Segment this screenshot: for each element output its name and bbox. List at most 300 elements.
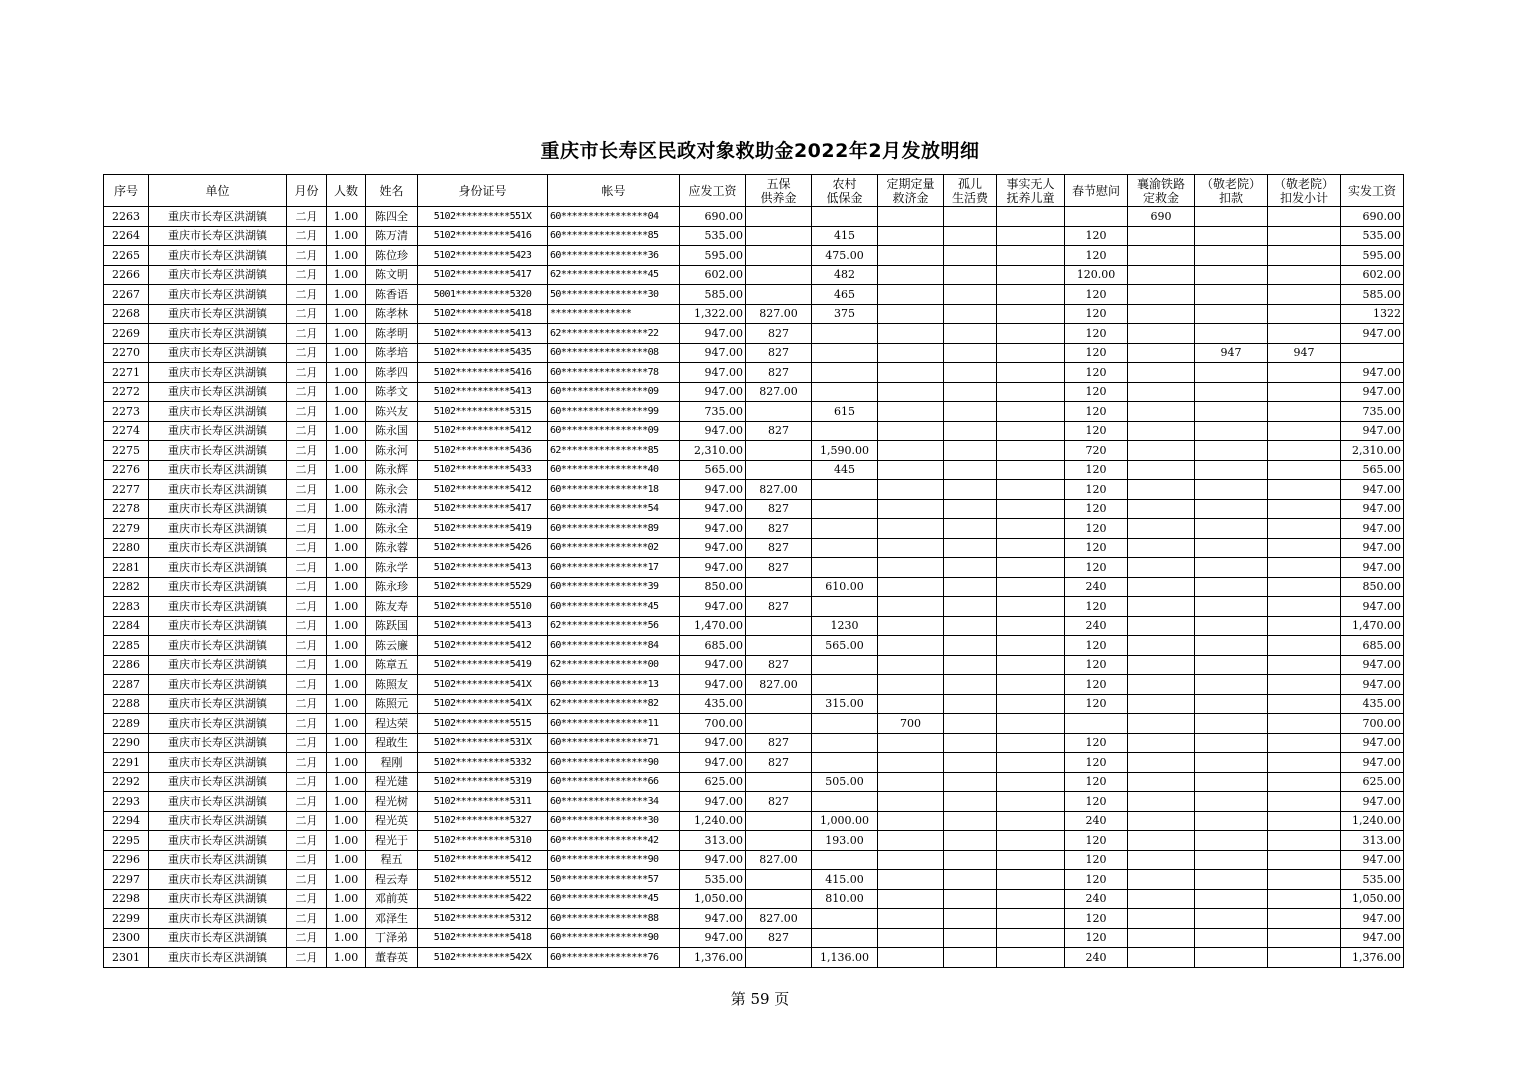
cell-five-guarantee: 827 [746,753,812,773]
cell-spring-festival: 120 [1065,538,1128,558]
cell-nursing-subtotal [1268,538,1341,558]
table-row [104,636,1404,656]
table-row [104,928,1404,948]
cell-unattended-child [997,850,1065,870]
cell-seq: 2297 [104,870,149,890]
cell-net-pay: 947.00 [1341,480,1404,500]
cell-regular-relief [878,753,944,773]
cell-rural-dibao [812,675,878,695]
cell-month: 二月 [287,870,327,890]
cell-nursing-subtotal: 947 [1268,343,1341,363]
cell-id-number: 5102**********5529 [418,577,548,597]
cell-xiangyu-railway [1128,948,1195,968]
cell-unattended-child [997,382,1065,402]
cell-net-pay: 585.00 [1341,285,1404,305]
cell-payable: 685.00 [680,636,746,656]
cell-unattended-child [997,558,1065,578]
cell-orphan-allowance [944,733,997,753]
cell-orphan-allowance [944,265,997,285]
cell-net-pay: 690.00 [1341,207,1404,227]
cell-regular-relief [878,850,944,870]
cell-five-guarantee [746,636,812,656]
cell-rural-dibao: 1,590.00 [812,441,878,461]
cell-count: 1.00 [327,675,366,695]
cell-month: 二月 [287,733,327,753]
cell-id-number: 5102**********5315 [418,402,548,422]
cell-rural-dibao: 482 [812,265,878,285]
cell-account: 62****************56 [548,616,680,636]
cell-unit: 重庆市长寿区洪湖镇 [149,519,287,539]
cell-spring-festival: 720 [1065,441,1128,461]
cell-regular-relief: 700 [878,714,944,734]
cell-payable: 435.00 [680,694,746,714]
cell-payable: 625.00 [680,772,746,792]
cell-unit: 重庆市长寿区洪湖镇 [149,909,287,929]
cell-nursing-deduction [1195,714,1268,734]
table-row [104,324,1404,344]
cell-rural-dibao: 475.00 [812,246,878,266]
cell-net-pay: 1,240.00 [1341,811,1404,831]
cell-nursing-deduction [1195,792,1268,812]
cell-month: 二月 [287,694,327,714]
cell-spring-festival: 240 [1065,577,1128,597]
cell-xiangyu-railway [1128,694,1195,714]
cell-five-guarantee: 827 [746,519,812,539]
cell-nursing-subtotal [1268,655,1341,675]
cell-nursing-deduction [1195,811,1268,831]
cell-name: 陈孝林 [366,304,418,324]
cell-id-number: 5102**********531X [418,733,548,753]
cell-seq: 2285 [104,636,149,656]
cell-orphan-allowance [944,441,997,461]
cell-count: 1.00 [327,499,366,519]
cell-id-number: 5102**********5412 [418,636,548,656]
cell-name: 陈兴友 [366,402,418,422]
cell-name: 程五 [366,850,418,870]
cell-orphan-allowance [944,499,997,519]
cell-name: 邓泽生 [366,909,418,929]
cell-payable: 947.00 [680,733,746,753]
cell-spring-festival: 120 [1065,246,1128,266]
table-row [104,714,1404,734]
cell-orphan-allowance [944,597,997,617]
cell-id-number: 5102**********5515 [418,714,548,734]
cell-account: 60****************18 [548,480,680,500]
document-title: 重庆市长寿区民政对象救助金2022年2月发放明细 [540,140,980,162]
header-col-nursing-subtotal: （敬老院） 扣发小计 [1268,175,1341,207]
cell-xiangyu-railway [1128,441,1195,461]
cell-seq: 2296 [104,850,149,870]
cell-unattended-child [997,343,1065,363]
cell-rural-dibao [812,928,878,948]
cell-unattended-child [997,733,1065,753]
cell-rural-dibao [812,363,878,383]
cell-rural-dibao [812,382,878,402]
cell-rural-dibao: 1,136.00 [812,948,878,968]
cell-month: 二月 [287,382,327,402]
cell-nursing-subtotal [1268,675,1341,695]
cell-unattended-child [997,870,1065,890]
cell-account: 60****************90 [548,753,680,773]
cell-net-pay: 947.00 [1341,499,1404,519]
cell-nursing-subtotal [1268,402,1341,422]
cell-five-guarantee [746,207,812,227]
cell-name: 陈照友 [366,675,418,695]
table-row [104,304,1404,324]
cell-nursing-subtotal [1268,382,1341,402]
cell-month: 二月 [287,792,327,812]
cell-xiangyu-railway [1128,753,1195,773]
cell-name: 陈永学 [366,558,418,578]
cell-name: 陈永国 [366,421,418,441]
cell-month: 二月 [287,909,327,929]
cell-xiangyu-railway [1128,772,1195,792]
header-col-id-number: 身份证号 [418,175,548,207]
cell-unit: 重庆市长寿区洪湖镇 [149,597,287,617]
cell-orphan-allowance [944,636,997,656]
cell-nursing-deduction [1195,441,1268,461]
cell-nursing-deduction [1195,948,1268,968]
cell-xiangyu-railway [1128,363,1195,383]
cell-nursing-deduction [1195,285,1268,305]
cell-orphan-allowance [944,948,997,968]
cell-unattended-child [997,480,1065,500]
cell-account: 60****************34 [548,792,680,812]
header-col-five-guarantee: 五保 供养金 [746,175,812,207]
cell-account: 60****************45 [548,597,680,617]
cell-name: 陈文明 [366,265,418,285]
cell-rural-dibao [812,733,878,753]
cell-rural-dibao [812,343,878,363]
cell-net-pay: 700.00 [1341,714,1404,734]
cell-month: 二月 [287,636,327,656]
cell-regular-relief [878,948,944,968]
table-row [104,655,1404,675]
cell-net-pay: 313.00 [1341,831,1404,851]
cell-count: 1.00 [327,246,366,266]
cell-rural-dibao: 193.00 [812,831,878,851]
cell-id-number: 5102**********5417 [418,499,548,519]
cell-id-number: 5102**********541X [418,694,548,714]
cell-name: 程达荣 [366,714,418,734]
table-row [104,577,1404,597]
table-row [104,831,1404,851]
cell-unattended-child [997,441,1065,461]
cell-account: 60****************09 [548,382,680,402]
cell-payable: 947.00 [680,324,746,344]
cell-five-guarantee: 827 [746,538,812,558]
cell-rural-dibao: 810.00 [812,889,878,909]
cell-five-guarantee [746,402,812,422]
cell-month: 二月 [287,948,327,968]
cell-regular-relief [878,363,944,383]
cell-net-pay: 2,310.00 [1341,441,1404,461]
table-row [104,285,1404,305]
cell-spring-festival: 120 [1065,519,1128,539]
cell-name: 陈永会 [366,480,418,500]
cell-rural-dibao: 610.00 [812,577,878,597]
cell-month: 二月 [287,421,327,441]
cell-nursing-subtotal [1268,304,1341,324]
cell-name: 陈香语 [366,285,418,305]
cell-regular-relief [878,499,944,519]
cell-xiangyu-railway [1128,928,1195,948]
cell-payable: 947.00 [680,655,746,675]
cell-month: 二月 [287,324,327,344]
cell-account: 50****************30 [548,285,680,305]
cell-spring-festival: 120 [1065,772,1128,792]
cell-seq: 2281 [104,558,149,578]
cell-name: 陈跃国 [366,616,418,636]
cell-nursing-subtotal [1268,928,1341,948]
table-row [104,694,1404,714]
cell-regular-relief [878,792,944,812]
cell-unattended-child [997,519,1065,539]
cell-month: 二月 [287,265,327,285]
cell-name: 邓前英 [366,889,418,909]
cell-unattended-child [997,655,1065,675]
cell-spring-festival: 120 [1065,558,1128,578]
cell-count: 1.00 [327,597,366,617]
cell-nursing-deduction [1195,480,1268,500]
cell-account: 60****************42 [548,831,680,851]
cell-xiangyu-railway [1128,616,1195,636]
cell-unattended-child [997,246,1065,266]
cell-five-guarantee [746,870,812,890]
table-row [104,753,1404,773]
cell-unit: 重庆市长寿区洪湖镇 [149,246,287,266]
cell-xiangyu-railway [1128,558,1195,578]
cell-month: 二月 [287,850,327,870]
cell-nursing-deduction [1195,675,1268,695]
cell-name: 陈章五 [366,655,418,675]
cell-spring-festival: 120 [1065,324,1128,344]
cell-payable: 1,470.00 [680,616,746,636]
cell-five-guarantee: 827.00 [746,909,812,929]
cell-spring-festival: 120 [1065,753,1128,773]
cell-nursing-subtotal [1268,811,1341,831]
cell-nursing-deduction [1195,636,1268,656]
header-col-account: 帐号 [548,175,680,207]
cell-id-number: 5102**********5419 [418,655,548,675]
cell-payable: 1,322.00 [680,304,746,324]
cell-nursing-deduction [1195,928,1268,948]
cell-rural-dibao: 375 [812,304,878,324]
header-col-spring-festival: 春节慰问 [1065,175,1128,207]
cell-payable: 1,050.00 [680,889,746,909]
cell-seq: 2264 [104,226,149,246]
cell-id-number: 5102**********5413 [418,324,548,344]
cell-regular-relief [878,285,944,305]
cell-account: 60****************76 [548,948,680,968]
table-header-row [104,175,1404,207]
cell-xiangyu-railway [1128,792,1195,812]
cell-five-guarantee [746,616,812,636]
cell-nursing-deduction [1195,226,1268,246]
cell-seq: 2286 [104,655,149,675]
cell-nursing-subtotal [1268,714,1341,734]
cell-nursing-subtotal [1268,597,1341,617]
cell-spring-festival: 240 [1065,889,1128,909]
cell-regular-relief [878,597,944,617]
cell-payable: 595.00 [680,246,746,266]
cell-rural-dibao [812,753,878,773]
cell-nursing-deduction [1195,870,1268,890]
cell-net-pay: 602.00 [1341,265,1404,285]
cell-five-guarantee [746,577,812,597]
cell-nursing-subtotal [1268,441,1341,461]
cell-unit: 重庆市长寿区洪湖镇 [149,343,287,363]
cell-spring-festival: 120 [1065,304,1128,324]
cell-orphan-allowance [944,480,997,500]
cell-nursing-deduction [1195,402,1268,422]
cell-unattended-child [997,499,1065,519]
cell-count: 1.00 [327,714,366,734]
cell-rural-dibao [812,909,878,929]
cell-account: 60****************40 [548,460,680,480]
cell-payable: 947.00 [680,558,746,578]
cell-id-number: 5102**********542X [418,948,548,968]
cell-account: 62****************22 [548,324,680,344]
cell-regular-relief [878,441,944,461]
cell-unattended-child [997,207,1065,227]
cell-orphan-allowance [944,558,997,578]
cell-count: 1.00 [327,460,366,480]
cell-xiangyu-railway [1128,733,1195,753]
cell-id-number: 5102**********5435 [418,343,548,363]
cell-payable: 735.00 [680,402,746,422]
cell-net-pay: 435.00 [1341,694,1404,714]
cell-seq: 2263 [104,207,149,227]
cell-regular-relief [878,265,944,285]
cell-payable: 535.00 [680,870,746,890]
cell-orphan-allowance [944,421,997,441]
cell-xiangyu-railway [1128,480,1195,500]
cell-xiangyu-railway [1128,324,1195,344]
cell-account: 50****************57 [548,870,680,890]
cell-nursing-deduction [1195,382,1268,402]
cell-orphan-allowance [944,304,997,324]
cell-xiangyu-railway [1128,870,1195,890]
cell-unattended-child [997,226,1065,246]
cell-nursing-subtotal [1268,850,1341,870]
cell-account: 60****************54 [548,499,680,519]
cell-name: 陈照元 [366,694,418,714]
cell-unit: 重庆市长寿区洪湖镇 [149,792,287,812]
cell-seq: 2291 [104,753,149,773]
cell-unit: 重庆市长寿区洪湖镇 [149,577,287,597]
cell-month: 二月 [287,558,327,578]
cell-payable: 2,310.00 [680,441,746,461]
cell-unit: 重庆市长寿区洪湖镇 [149,811,287,831]
cell-name: 陈孝四 [366,363,418,383]
cell-id-number: 5102**********5319 [418,772,548,792]
cell-orphan-allowance [944,207,997,227]
cell-payable: 947.00 [680,850,746,870]
cell-id-number: 5102**********5423 [418,246,548,266]
cell-id-number: 5102**********5512 [418,870,548,890]
cell-unit: 重庆市长寿区洪湖镇 [149,226,287,246]
cell-payable: 535.00 [680,226,746,246]
cell-five-guarantee: 827 [746,421,812,441]
cell-nursing-deduction [1195,616,1268,636]
cell-spring-festival: 120 [1065,694,1128,714]
header-col-unattended-child: 事实无人 抚养儿童 [997,175,1065,207]
cell-nursing-subtotal [1268,870,1341,890]
header-col-unit: 单位 [149,175,287,207]
cell-xiangyu-railway [1128,421,1195,441]
cell-unit: 重庆市长寿区洪湖镇 [149,207,287,227]
cell-id-number: 5102**********5332 [418,753,548,773]
cell-orphan-allowance [944,538,997,558]
cell-regular-relief [878,538,944,558]
cell-name: 程光树 [366,792,418,812]
cell-nursing-subtotal [1268,772,1341,792]
cell-month: 二月 [287,675,327,695]
cell-unit: 重庆市长寿区洪湖镇 [149,928,287,948]
header-col-regular-relief: 定期定量 救济金 [878,175,944,207]
cell-xiangyu-railway [1128,714,1195,734]
cell-payable: 947.00 [680,519,746,539]
cell-name: 陈孝培 [366,343,418,363]
cell-net-pay: 947.00 [1341,909,1404,929]
cell-regular-relief [878,577,944,597]
cell-account: 60****************36 [548,246,680,266]
cell-five-guarantee: 827 [746,928,812,948]
cell-count: 1.00 [327,226,366,246]
cell-account: 60****************17 [548,558,680,578]
cell-five-guarantee [746,772,812,792]
cell-unattended-child [997,831,1065,851]
cell-month: 二月 [287,714,327,734]
table-row [104,675,1404,695]
cell-month: 二月 [287,480,327,500]
cell-month: 二月 [287,343,327,363]
cell-nursing-deduction [1195,304,1268,324]
cell-spring-festival: 120 [1065,597,1128,617]
cell-net-pay: 735.00 [1341,402,1404,422]
cell-nursing-subtotal [1268,226,1341,246]
cell-nursing-subtotal [1268,363,1341,383]
cell-regular-relief [878,558,944,578]
cell-orphan-allowance [944,246,997,266]
cell-spring-festival: 240 [1065,616,1128,636]
cell-count: 1.00 [327,753,366,773]
cell-net-pay: 1,050.00 [1341,889,1404,909]
cell-count: 1.00 [327,558,366,578]
cell-unit: 重庆市长寿区洪湖镇 [149,694,287,714]
cell-name: 陈永珍 [366,577,418,597]
cell-nursing-deduction [1195,850,1268,870]
cell-nursing-deduction [1195,831,1268,851]
cell-xiangyu-railway [1128,304,1195,324]
cell-account: 60****************02 [548,538,680,558]
cell-regular-relief [878,655,944,675]
cell-orphan-allowance [944,519,997,539]
cell-seq: 2269 [104,324,149,344]
cell-unit: 重庆市长寿区洪湖镇 [149,265,287,285]
cell-account: 60****************39 [548,577,680,597]
cell-payable: 947.00 [680,363,746,383]
page-number: 第 59 页 [730,990,790,1008]
cell-unattended-child [997,714,1065,734]
cell-payable: 1,376.00 [680,948,746,968]
cell-nursing-subtotal [1268,519,1341,539]
cell-rural-dibao: 445 [812,460,878,480]
cell-payable: 947.00 [680,538,746,558]
cell-nursing-deduction [1195,577,1268,597]
cell-spring-festival: 120 [1065,363,1128,383]
